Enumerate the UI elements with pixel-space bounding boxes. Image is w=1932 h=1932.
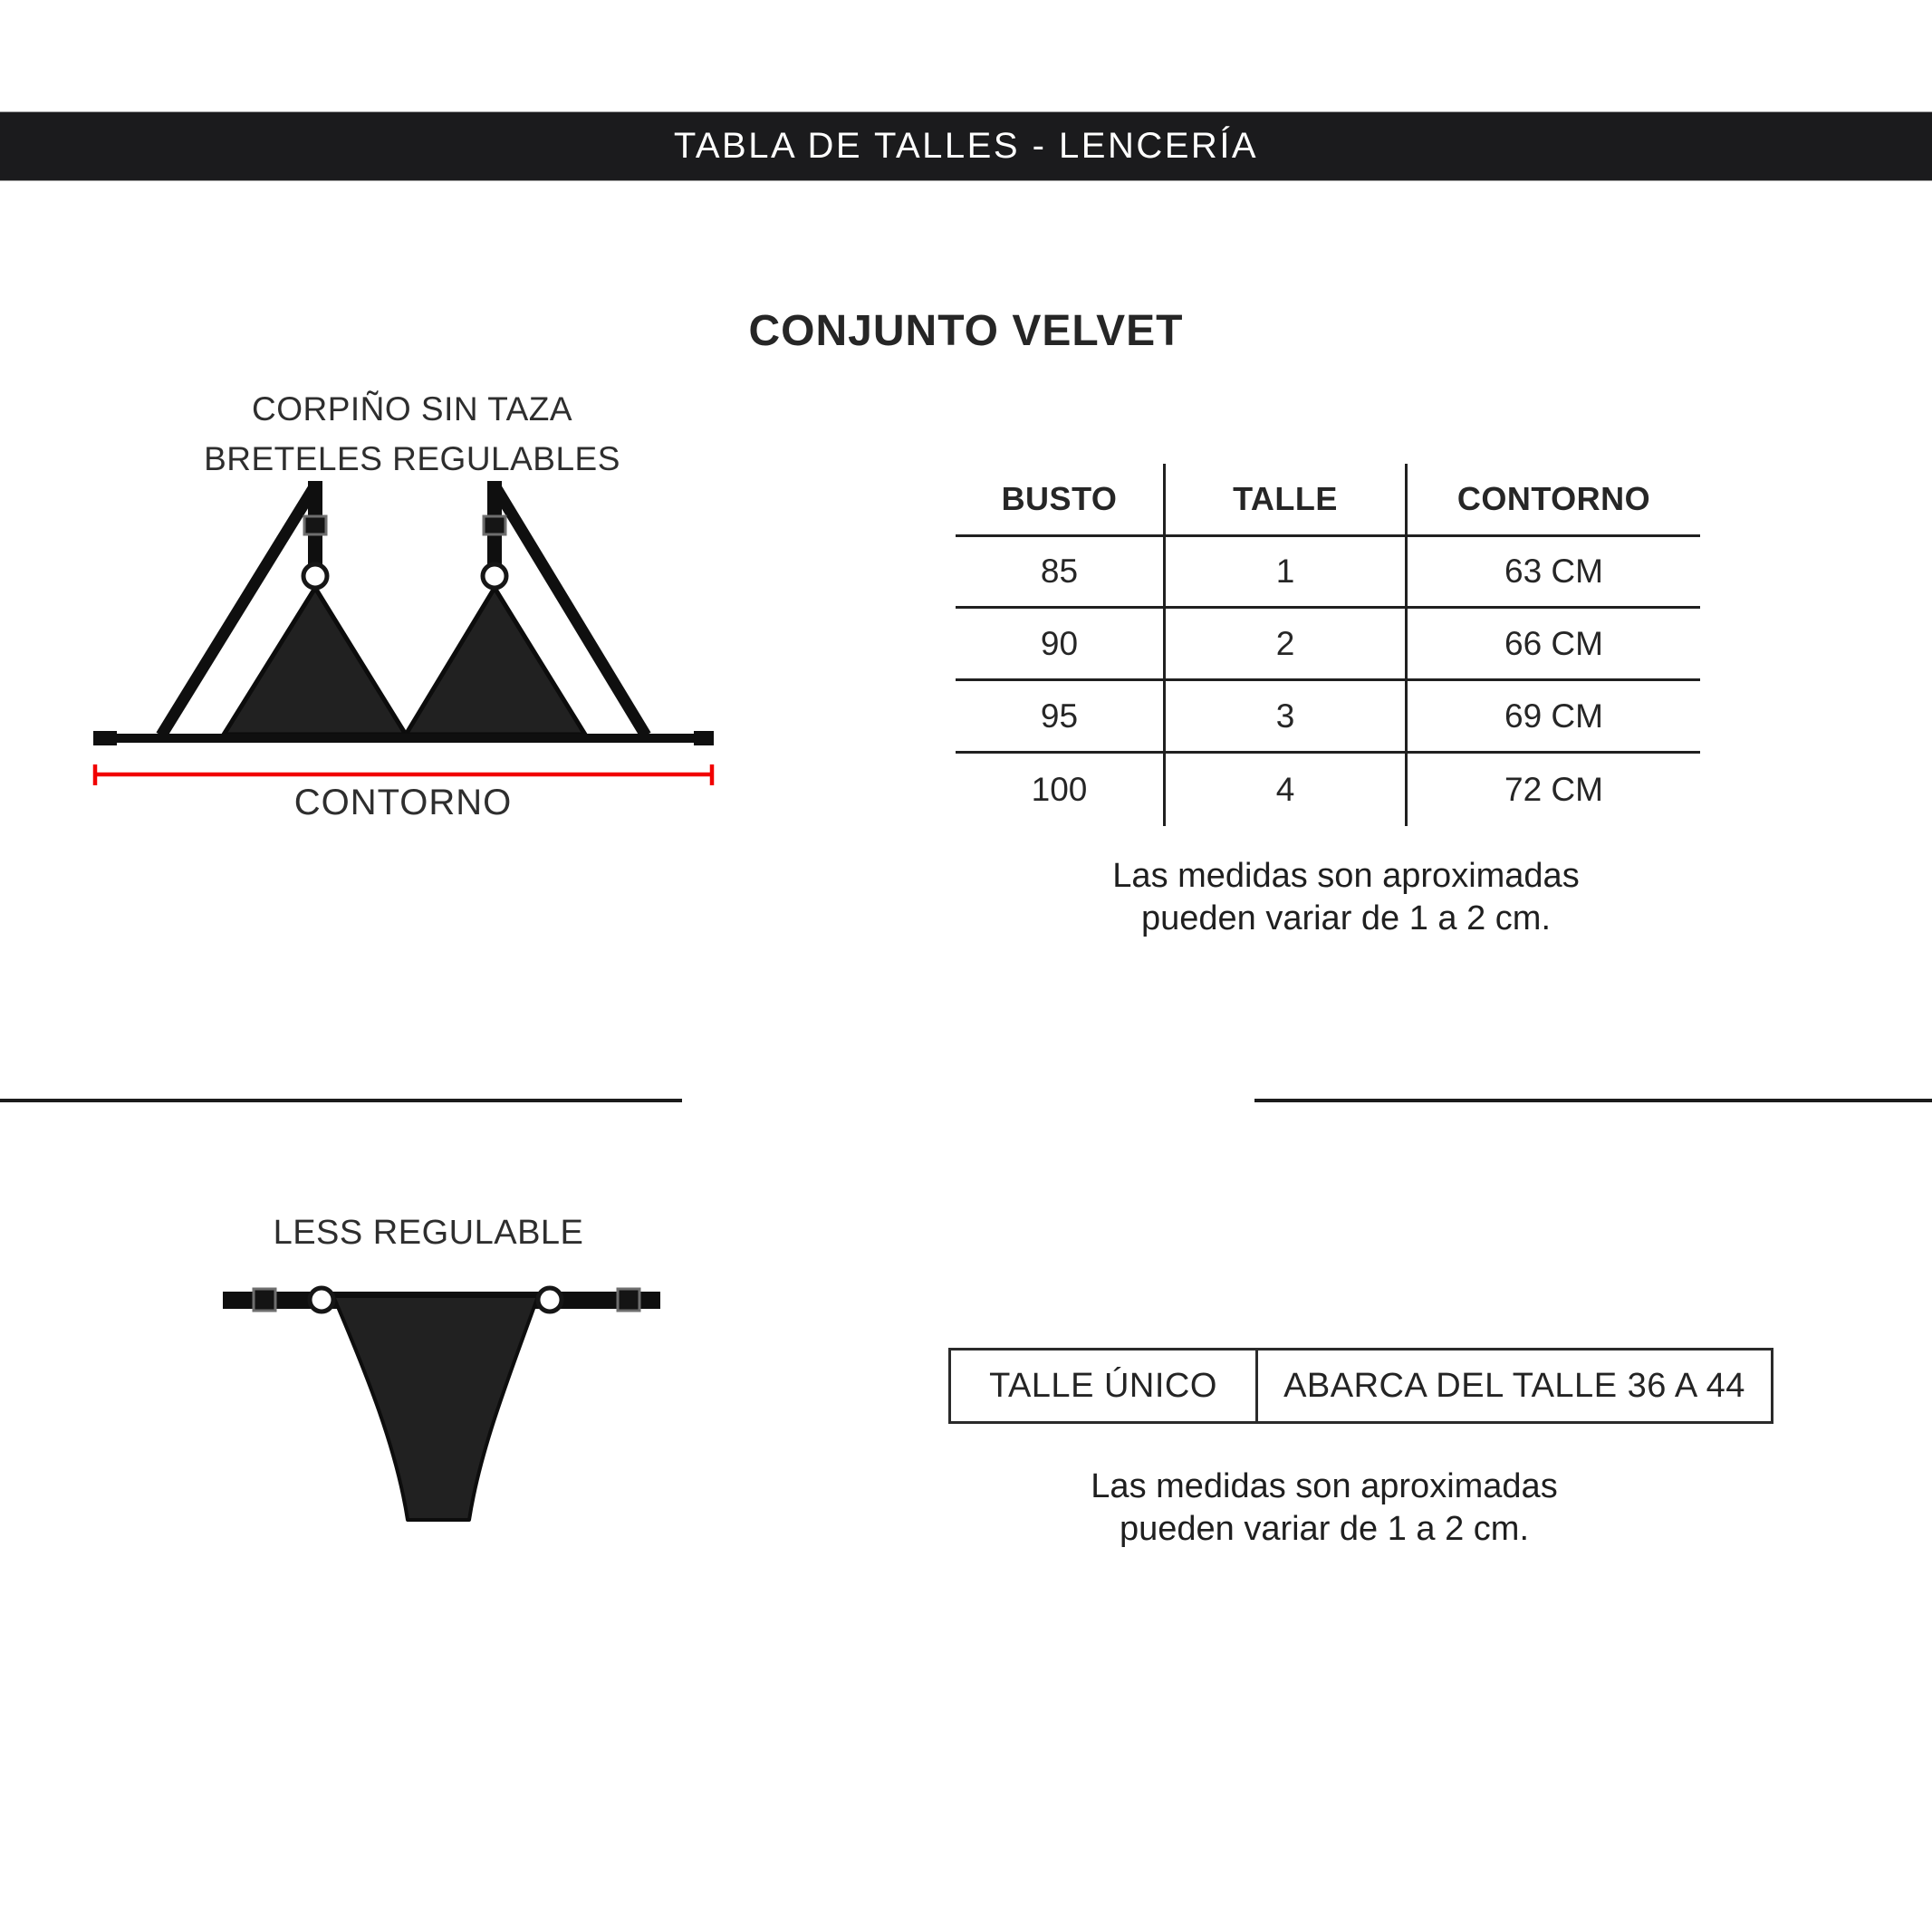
strap-adjuster-icon — [618, 1289, 639, 1311]
note-line1: Las medidas son aproximadas — [1112, 857, 1580, 895]
table-cell: 66 CM — [1504, 624, 1603, 662]
panty-measure-note — [1007, 1466, 1641, 1551]
note-line2: pueden variar de 1 a 2 cm. — [1119, 1510, 1530, 1548]
header-bar — [0, 111, 1932, 181]
table-cell: 72 CM — [1504, 771, 1603, 808]
table-cell: 90 — [1040, 624, 1079, 662]
table-cell: 1 — [1275, 553, 1295, 590]
ring-icon — [310, 1288, 333, 1312]
page-title: TABLA DE TALLES - LENCERÍA — [673, 126, 1259, 166]
ring-icon — [483, 564, 506, 588]
table-cell: 100 — [1031, 771, 1088, 808]
one-size-label: TALLE ÚNICO — [951, 1350, 1258, 1421]
strap-adjuster-icon — [304, 516, 326, 534]
bra-illustration — [72, 453, 752, 833]
section-divider-right — [1254, 1099, 1932, 1102]
table-cell: 69 CM — [1504, 697, 1603, 735]
table-cell: 63 CM — [1504, 553, 1603, 590]
bra-size-table — [956, 464, 1700, 826]
column-header-talle: TALLE — [1233, 480, 1338, 517]
ring-icon — [538, 1288, 562, 1312]
note-line2: pueden variar de 1 a 2 cm. — [1140, 899, 1552, 937]
strap-adjuster-icon — [484, 516, 505, 534]
ring-icon — [303, 564, 327, 588]
product-title: CONJUNTO VELVET — [748, 307, 1184, 355]
table-cell: 95 — [1040, 697, 1079, 735]
column-header-contorno: CONTORNO — [1456, 480, 1651, 517]
table-cell: 4 — [1275, 771, 1295, 808]
section-divider-left — [0, 1099, 682, 1102]
table-cell: 3 — [1275, 697, 1295, 735]
panty-caption: LESS REGULABLE — [273, 1214, 584, 1252]
panty-illustration — [181, 1268, 706, 1540]
strap-adjuster-icon — [254, 1289, 275, 1311]
bra-measure-note — [1029, 855, 1663, 940]
column-header-busto: BUSTO — [1001, 480, 1118, 517]
bra-caption-line1: CORPIÑO SIN TAZA — [251, 390, 573, 428]
contorno-label: CONTORNO — [293, 783, 513, 822]
bra-caption-line2: BRETELES REGULABLES — [204, 440, 620, 477]
table-cell: 85 — [1040, 553, 1079, 590]
one-size-range: ABARCA DEL TALLE 36 A 44 — [1283, 1366, 1745, 1405]
note-line1: Las medidas son aproximadas — [1091, 1467, 1558, 1505]
table-cell: 2 — [1275, 624, 1295, 662]
panty-one-size-table — [948, 1348, 1773, 1424]
